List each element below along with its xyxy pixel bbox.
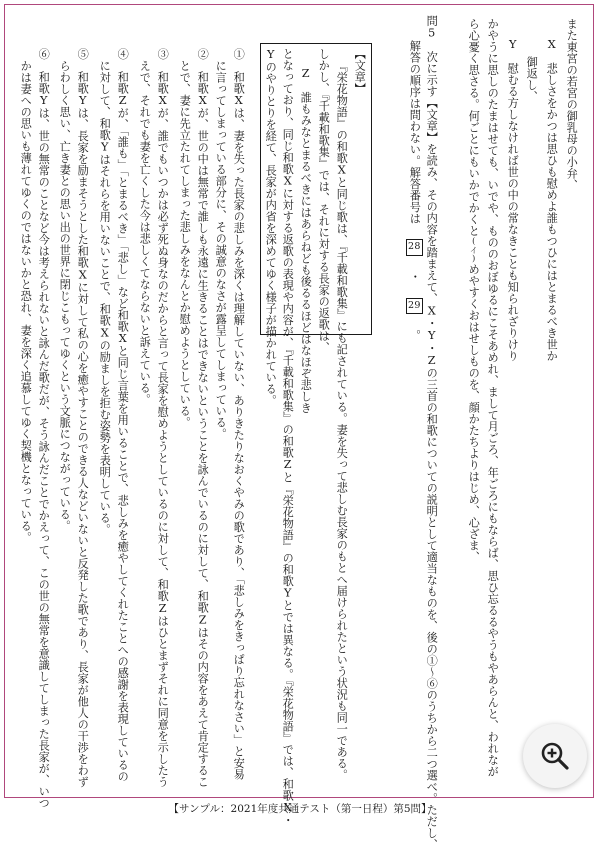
quote-prose-2: ら心憂く思さる。何ごとにもいかでかくと(イ)めやすくおはせしものを、顔かたちよりはじめ、心ざま、 — [467, 18, 481, 563]
option-1-line-1: ① 和歌Xは、妻を失った長家の悲しみを深くは理解していない、ありきたりなおくやみの歌であり、「悲しみをきっぱり忘れなさい」と安易 — [232, 48, 246, 781]
passage-line-4: Yのやりとりを経て、長家が内省を深めてゆく様子が描かれている。 — [264, 48, 278, 407]
option-4-line-2: に対して、和歌Yはそれらを用いないことで、和歌Xの励ましを拒む姿勢を表明している。 — [98, 60, 112, 536]
quote-line-1: また東宮の若宮の御乳母の小弁、 — [565, 18, 579, 191]
reply-label: 御返し、 — [525, 56, 539, 102]
answer-box-29: 29 — [406, 298, 423, 314]
poem-x: X 悲しさをかつは思ひも慰めよ誰もつひにはとまるべき世か — [545, 38, 559, 362]
passage-title: 【文章】 — [353, 48, 367, 94]
option-6-line-1: ⑥ 和歌Yは、世の無常のことなど今は考えられないと詠んだ歌だが、そう詠んだことでかえって、この世の無常を意識してしまった長家が、いつ — [37, 48, 51, 809]
question-number: 問5 — [425, 15, 439, 40]
option-2-line-2: とで、妻に先立たれてしまった悲しみをなんとか慰めようとしている。 — [178, 60, 192, 428]
question-answer-line: 解答の順序は問わない。解答番号は 28 ・ 29 。 — [408, 40, 422, 342]
passage-line-1: 『栄花物語』の和歌Xと同じ歌は、『千載和歌集』にも記されている。妻を失って悲しむ長家のもとへ届けられたという状況も同一である。 — [335, 60, 349, 781]
quote-prose-1: かやうに思しのたまはせても、いでや、もののおぼゆるにこそあめれ、まして月ごろ、年ごろにもならば、思ひ忘るるやうもやあらんと、われなが — [486, 18, 500, 777]
question-text: 問5 次に示す【文章】を読み、その内容を踏まえて、X・Y・Zの三首の和歌についての説明として適当なものを、後の①～⑥のうちから二つ選べ。ただし、 — [425, 15, 439, 850]
answer-box-28: 28 — [406, 239, 423, 255]
poem-z: Z 誰もみなとまるべきにはあらねども後るるほどはなほぞ悲しき — [299, 67, 313, 414]
option-5-line-1: ⑤ 和歌Yは、長家を励まそうとした和歌Xに対して私の心を癒やすことのできる人などいないと反発した歌であり、長家が他人の干渉をわず — [76, 48, 90, 788]
passage-line-2: しかし、『千載和歌集』では、それに対する長家の返歌は、 — [317, 48, 331, 353]
option-3-line-1: ③ 和歌Xが、誰でもいつかは必ず死ぬ身なのだからと言って長家を慰めようとしているのに対して、和歌Zはひとまずそれに同意を示したう — [156, 48, 170, 788]
zoom-in-button[interactable] — [523, 724, 587, 788]
passage-line-3: となっており、同じ和歌Xに対する返歌の表現や内容が、『千載和歌集』の和歌Zと『栄花物語』の和歌Yとでは異なる。『栄花物語』では、和歌X・ — [281, 48, 295, 826]
option-6-line-2: かは妻への思いも薄れてゆくのではないかと恐れ、妻を深く追慕してゆく契機となっている。 — [19, 60, 33, 543]
poem-y: Y 慰むる方しなければ世の中の常なきことも知られざりけり — [506, 38, 520, 362]
zoom-in-icon — [540, 741, 570, 771]
sample-caption: 【サンプル：2021年度共通テスト（第一日程）第5問】 — [168, 803, 432, 815]
option-4-line-1: ④ 和歌Zが、「誰も」「とまるべき」「悲し」など和歌Xと同じ言葉を用いることで、悲しみを癒やしてくれたことへの感謝を表現しているの — [116, 48, 130, 783]
option-5-line-2: らわしく思い、亡き妻との思い出の世界に閉じこもってゆくという文脈につながっている。 — [58, 60, 72, 532]
option-1-line-2: に言ってしまっている部分に、その誠意のなさが露呈してしまっている。 — [214, 60, 228, 440]
option-3-line-2: えで、それでも妻を亡くした今は悲しくてならないと訴えている。 — [138, 60, 152, 405]
option-2-line-1: ② 和歌Xが、世の中は無常で誰しも永遠に生きることはできないということを詠んでいるのに対して、和歌Zはその内容をあえて肯定するこ — [196, 48, 210, 788]
